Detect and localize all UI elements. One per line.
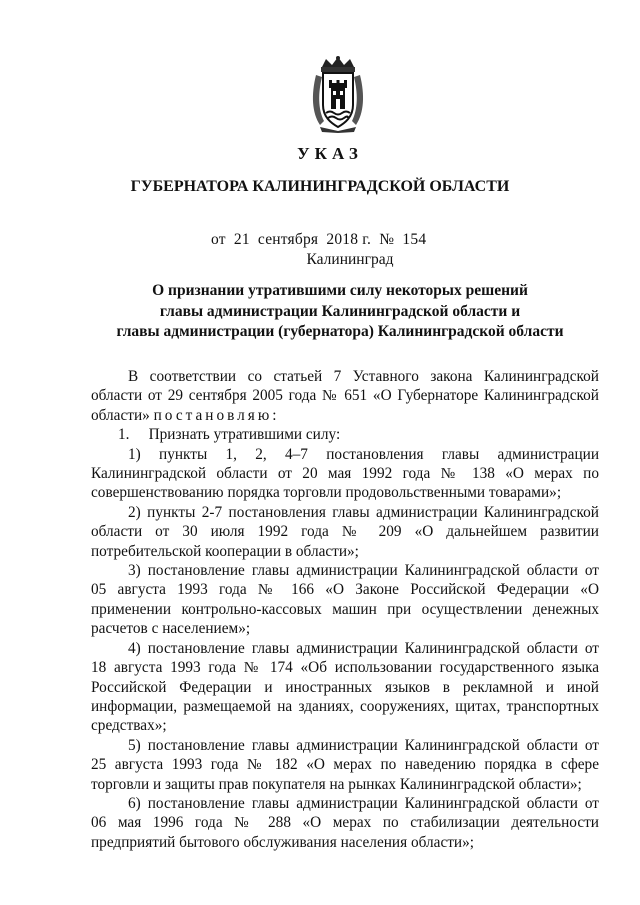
- preamble-paragraph: [91, 367, 599, 425]
- issuer-title: ГУБЕРНАТОРА КАЛИНИНГРАДСКОЙ ОБЛАСТИ: [130, 178, 510, 195]
- preamble-text: В соответствии со статьей 7 Уставного закона Калининградской области от 29 сентября 2005 года № 651 «О Губернаторе Калининградской области»: [91, 368, 599, 424]
- subject-line: главы администрации (губернатора) Калининградской области: [116, 323, 564, 340]
- decree-keyword: постановляю:: [153, 406, 280, 424]
- coat-of-arms-emblem: [310, 55, 366, 133]
- subitem: 4) постановление главы администрации Калининградской области от 18 августа 1993 года № 174 «Об использовании государственного языка Российской Федерации и иностранных языков в рекламной и иной информации, размещаемой на зданиях, сооружениях, щитах, транспортных средствах»;: [91, 639, 599, 735]
- subitem: 6) постановление главы администрации Калининградской области от 06 мая 1996 года № 288 «О мерах по стабилизации деятельности предприятий бытового обслуживания населения области»;: [91, 794, 599, 851]
- date-and-number: от 21 сентября 2018 г. № 154: [211, 231, 427, 248]
- document-body: [91, 367, 599, 852]
- subject-line: главы администрации Калининградской области и: [159, 302, 521, 320]
- subitem: 2) пункты 2-7 постановления главы администрации Калининградской области от 30 июля 1992 года № 209 «О дальнейшем развитии потребительской кооперации в области»;: [91, 503, 599, 560]
- subject-line: О признании утратившими силу некоторых решений: [152, 282, 528, 299]
- document-type-title: УКАЗ: [297, 144, 363, 163]
- subitem: 3) постановление главы администрации Калининградской области от 05 августа 1993 года № 166 «О Законе Российской Федерации «О применении контрольно-кассовых машин при осуществлении денежных расчетов с населением»;: [91, 562, 599, 638]
- item-1: 1. Признать утратившими силу:: [118, 426, 341, 444]
- city-name: Калининград: [306, 251, 394, 268]
- subitem: 1) пункты 1, 2, 4–7 постановления главы администрации Калининградской области от 20 мая 1992 года № 138 «О мерах по совершенствованию порядка торговли продовольственными товарами»;: [91, 445, 599, 502]
- subitem: 5) постановление главы администрации Калининградской области от 25 августа 1993 года № 182 «О мерах по наведению порядка в сфере торговли и защиты прав покупателя на рынках Калининградской области»;: [91, 736, 599, 793]
- document-subject: [0, 281, 640, 343]
